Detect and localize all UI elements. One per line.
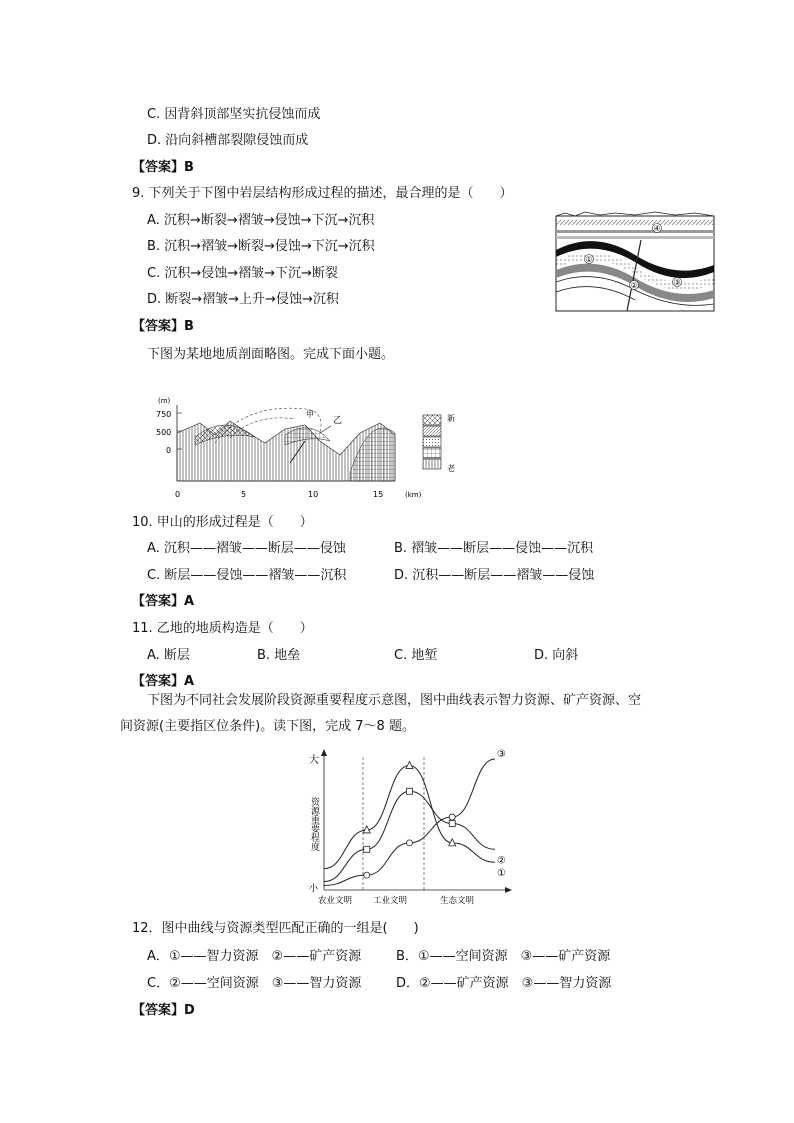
- series-label-3: ③: [497, 749, 506, 760]
- q9-option-c: C. 沉积→侵蚀→褶皱→下沉→断裂: [147, 266, 338, 281]
- q12-option-c: C．②——空间资源 ③——智力资源: [147, 976, 362, 991]
- strata-label-4: ④: [653, 224, 661, 233]
- q11-option-c: C. 地堑: [394, 648, 438, 663]
- series-label-2: ②: [497, 855, 506, 867]
- series-2-marker-2: [407, 788, 413, 794]
- profile-label-yi: 乙: [333, 416, 343, 426]
- series-3-marker-2: [407, 840, 413, 846]
- q10-option-d: D. 沉积——断层——褶皱——侵蚀: [394, 568, 595, 583]
- strata-label-2: ②: [630, 281, 638, 290]
- chart-y-bottom-label: 小: [309, 884, 319, 894]
- q9-option-d: D. 断裂→褶皱→上升→侵蚀→沉积: [147, 292, 339, 307]
- series-line-3: [324, 759, 495, 885]
- legend-new: 新: [447, 414, 455, 423]
- q11-stem: 11. 乙地的地质构造是（ ）: [132, 621, 313, 636]
- q12-stem: 12．图中曲线与资源类型匹配正确的一组是( ): [132, 921, 419, 936]
- q9-answer: 【答案】B: [132, 319, 194, 334]
- resource-intro-1: 下图为不同社会发展阶段资源重要程度示意图，图中曲线表示智力资源、矿产资源、空: [147, 693, 642, 708]
- geologic-profile-figure: [155, 393, 480, 503]
- q8-answer: 【答案】B: [132, 160, 194, 175]
- series-line-1: [324, 765, 495, 868]
- q8-option-d: D. 沿向斜槽部裂隙侵蚀而成: [147, 133, 309, 148]
- q12-option-a: A．①——智力资源 ②——矿产资源: [147, 949, 362, 964]
- series-label-1: ①: [497, 868, 506, 880]
- q10-answer: 【答案】A: [132, 594, 195, 609]
- q12-option-d: D．②——矿产资源 ③——智力资源: [396, 976, 612, 991]
- profile-ytick-750: 750: [156, 410, 172, 419]
- profile-ytick-0: 0: [166, 446, 172, 455]
- series-2-marker-1: [364, 846, 370, 852]
- q10-stem: 10. 甲山的形成过程是（ ）: [132, 515, 313, 530]
- q8-option-c: C. 因背斜顶部坚实抗侵蚀而成: [147, 107, 321, 122]
- q10-option-b: B. 褶皱——断层——侵蚀——沉积: [394, 541, 594, 556]
- q11-option-b: B. 地垒: [257, 648, 301, 663]
- series-2-marker-3: [449, 821, 455, 827]
- resource-importance-chart: [300, 745, 515, 905]
- q10-option-a: A. 沉积——褶皱——断层——侵蚀: [147, 541, 346, 556]
- series-1-marker-2: [406, 761, 413, 768]
- q12-answer: 【答案】D: [132, 1003, 195, 1018]
- profile-x-unit: (km): [405, 491, 422, 499]
- series-3-marker-1: [364, 872, 370, 878]
- q11-answer: 【答案】A: [132, 674, 195, 689]
- q11-option-a: A. 断层: [147, 648, 190, 663]
- stage-eco: 生态文明: [440, 896, 475, 906]
- rock-strata-figure: [555, 210, 715, 312]
- profile-y-unit: (m): [158, 397, 171, 405]
- q12-option-b: B．①——空间资源 ③——矿产资源: [396, 949, 611, 964]
- legend-old: 老: [447, 464, 455, 473]
- q9-stem: 9. 下列关于下图中岩层结构形成过程的描述，最合理的是（ ）: [132, 186, 513, 201]
- profile-label-jia: 甲: [306, 410, 314, 419]
- profile-ytick-500: 500: [156, 428, 172, 437]
- profile-xtick-15: 15: [373, 490, 384, 499]
- profile-intro: 下图为某地地质剖面略图。完成下面小题。: [147, 347, 395, 362]
- profile-xtick-10: 10: [308, 490, 319, 499]
- q10-option-c: C. 断层——侵蚀——褶皱——沉积: [147, 568, 347, 583]
- stage-agri: 农业文明: [318, 896, 353, 906]
- chart-y-top-label: 大: [309, 755, 319, 766]
- strata-label-1: ①: [585, 255, 593, 264]
- chart-ylabel: 资源重要程度: [309, 797, 319, 851]
- q9-option-a: A. 沉积→断裂→褶皱→侵蚀→下沉→沉积: [147, 213, 375, 228]
- profile-xtick-0: 0: [175, 490, 181, 499]
- q11-option-d: D. 向斜: [534, 648, 579, 663]
- profile-xtick-5: 5: [241, 490, 247, 499]
- series-3-marker-3: [449, 814, 455, 820]
- resource-intro-2: 间资源(主要指区位条件)。读下图，完成 7～8 题。: [120, 719, 415, 734]
- series-line-2: [324, 791, 495, 881]
- strata-label-3: ③: [673, 278, 681, 287]
- q9-option-b: B. 沉积→褶皱→断裂→侵蚀→下沉→沉积: [147, 239, 375, 254]
- stage-industry: 工业文明: [373, 896, 408, 906]
